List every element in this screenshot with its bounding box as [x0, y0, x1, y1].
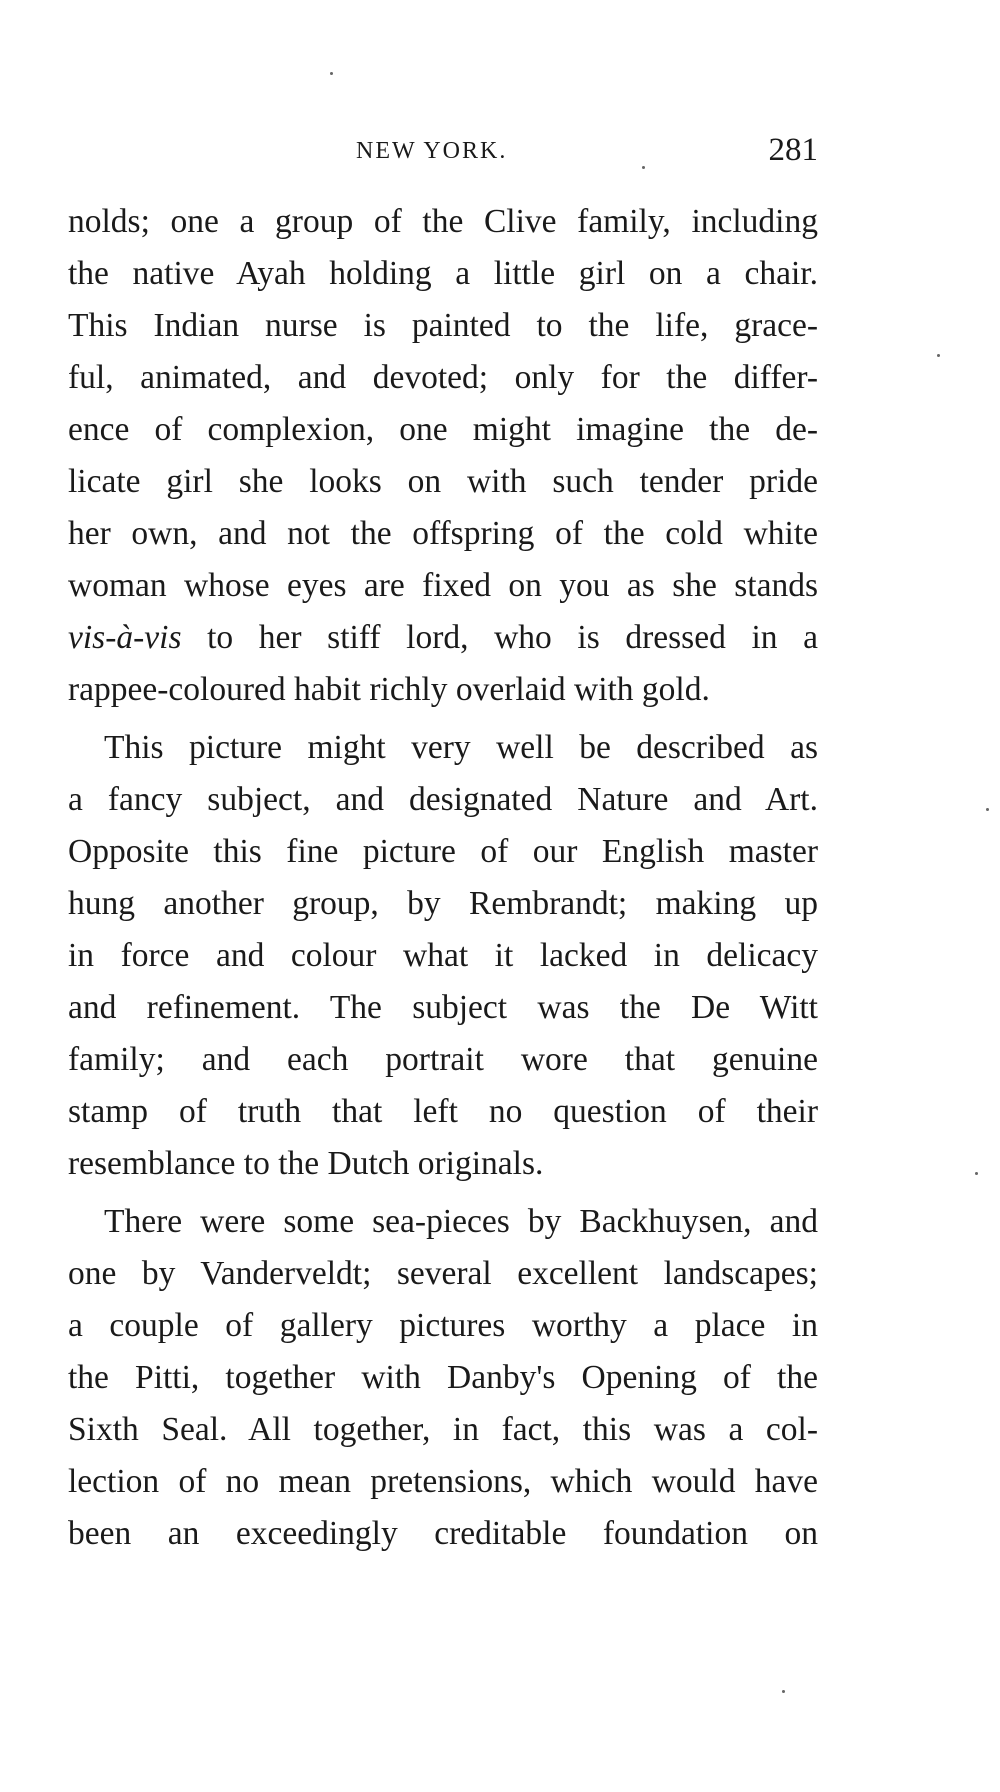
text-run: to her stiff lord, who is dressed in a — [181, 619, 818, 656]
text-line: Opposite this fine picture of our English master — [68, 833, 818, 870]
paper-speck — [975, 1172, 978, 1175]
text-line: the Pitti, together with Danby's Opening of the — [68, 1359, 818, 1396]
body-text — [68, 196, 818, 1560]
paper-speck — [642, 166, 645, 169]
text-line: and refinement. The subject was the De Witt — [68, 989, 818, 1026]
page-header — [68, 132, 818, 176]
text-line: one by Vanderveldt; several excellent landscapes; — [68, 1255, 818, 1292]
paper-speck — [937, 354, 940, 357]
text-line: a fancy subject, and designated Nature and Art. — [68, 781, 818, 818]
italic-phrase: vis-à-vis — [68, 619, 182, 656]
text-line: resemblance to the Dutch originals. — [68, 1145, 544, 1182]
text-line: ful, animated, and devoted; only for the differ- — [68, 359, 818, 396]
paragraph-2 — [68, 722, 818, 1190]
paper-speck — [986, 808, 989, 811]
text-line: in force and colour what it lacked in delicacy — [68, 937, 818, 974]
text-line: a couple of gallery pictures worthy a place in — [68, 1307, 818, 1344]
text-line: been an exceedingly creditable foundation on — [68, 1515, 818, 1552]
text-line: stamp of truth that left no question of their — [68, 1093, 818, 1130]
text-line: nolds; one a group of the Clive family, including — [68, 203, 818, 240]
running-head: NEW YORK. — [356, 138, 508, 164]
text-line — [68, 612, 818, 664]
text-line: family; and each portrait wore that genuine — [68, 1041, 818, 1078]
text-line: This Indian nurse is painted to the life, grace- — [68, 307, 818, 344]
paragraph-1 — [68, 196, 818, 716]
paper-speck — [330, 72, 333, 75]
page-number: 281 — [768, 132, 818, 168]
text-line: There were some sea-pieces by Backhuysen, and — [104, 1203, 818, 1240]
text-line: This picture might very well be described as — [104, 729, 818, 766]
text-line: ence of complexion, one might imagine the de- — [68, 411, 818, 448]
text-line: hung another group, by Rembrandt; making up — [68, 885, 818, 922]
text-line: lection of no mean pretensions, which would have — [68, 1463, 818, 1500]
paragraph-3 — [68, 1196, 818, 1560]
text-line: Sixth Seal. All together, in fact, this was a col- — [68, 1411, 818, 1448]
text-line: rappee-coloured habit richly overlaid with gold. — [68, 671, 710, 708]
text-line: licate girl she looks on with such tender pride — [68, 463, 818, 500]
text-line: her own, and not the offspring of the cold white — [68, 515, 818, 552]
paper-speck — [782, 1690, 785, 1693]
text-line: the native Ayah holding a little girl on a chair. — [68, 255, 818, 292]
text-line: woman whose eyes are fixed on you as she stands — [68, 567, 818, 604]
